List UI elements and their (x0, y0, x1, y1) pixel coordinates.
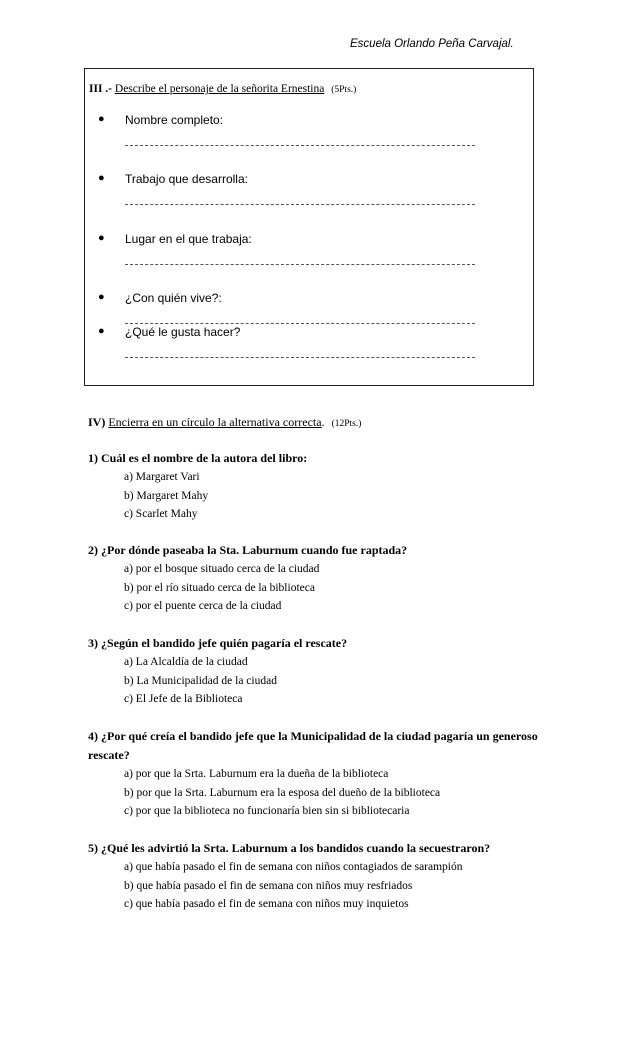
answer-option[interactable]: c) por el puente cerca de la ciudad (124, 600, 282, 612)
answer-option[interactable]: c) El Jefe de la Biblioteca (124, 693, 243, 705)
describe-item-label: Trabajo que desarrolla: (125, 172, 248, 186)
bullet-icon: ● (98, 232, 105, 244)
answer-option[interactable]: b) que había pasado el fin de semana con niños muy resfriados (124, 879, 413, 892)
answer-option[interactable]: a) que había pasado el fin de semana con niños contagiados de sarampión (124, 861, 463, 873)
bullet-icon: ● (98, 291, 105, 303)
answer-line[interactable] (125, 264, 475, 265)
bullet-icon: ● (98, 172, 105, 184)
section-3-heading: Describe el personaje de la señorita Ernestina (114, 83, 325, 95)
section-4-title (88, 415, 361, 430)
answer-option[interactable]: a) por que la Srta. Laburnum era la dueña de la biblioteca (124, 768, 389, 780)
question-text: 3) ¿Según el bandido jefe quién pagaría el rescate? (88, 636, 348, 650)
question-block (88, 839, 558, 914)
answer-option[interactable]: b) por que la Srta. Laburnum era la esposa del dueño de la biblioteca (124, 786, 441, 799)
question-block (88, 727, 558, 821)
section-3-title (89, 83, 356, 95)
answer-option[interactable]: b) por el río situado cerca de la biblioteca (124, 581, 315, 594)
question-block (88, 449, 558, 524)
question-text: 4) ¿Por qué creía el bandido jefe que la Municipalidad de la ciudad pagaría un generoso rescate? (88, 729, 538, 762)
school-name: Escuela Orlando Peña Carvajal. (350, 38, 514, 50)
answer-option[interactable]: c) que había pasado el fin de semana con niños muy inquietos (124, 898, 409, 910)
answer-option[interactable]: b) Margaret Mahy (124, 489, 209, 502)
answer-option[interactable]: a) Margaret Vari (124, 471, 200, 483)
describe-item-label: ¿Qué le gusta hacer? (125, 325, 241, 339)
answer-line[interactable] (125, 323, 475, 324)
section-3-number: III .- (89, 83, 113, 95)
answer-option[interactable]: c) por que la biblioteca no funcionaría bien sin si bibliotecaria (124, 805, 410, 817)
answer-option[interactable]: c) Scarlet Mahy (124, 508, 198, 520)
describe-item-label: ¿Con quién vive?: (125, 291, 222, 305)
question-block (88, 541, 558, 616)
answer-option[interactable]: a) La Alcaldía de la ciudad (124, 656, 248, 668)
describe-item-label: Lugar en el que trabaja: (125, 232, 252, 246)
answer-option[interactable]: a) por el bosque situado cerca de la ciudad (124, 563, 320, 575)
answer-option[interactable]: b) La Municipalidad de la ciudad (124, 674, 277, 687)
describe-item-label: Nombre completo: (125, 113, 224, 127)
question-block (88, 634, 558, 709)
bullet-icon: ● (98, 113, 105, 125)
section-3-box (84, 68, 534, 386)
question-text: 5) ¿Qué les advirtió la Srta. Laburnum a los bandidos cuando la secuestraron? (88, 841, 491, 855)
answer-line[interactable] (125, 204, 475, 205)
section-4-period: . (321, 415, 325, 429)
bullet-icon: ● (98, 325, 105, 337)
section-4-number: IV) (88, 415, 106, 429)
answer-line[interactable] (125, 145, 475, 146)
section-4-heading: Encierra en un círculo la alternativa correcta (108, 415, 322, 429)
answer-line[interactable] (125, 357, 475, 358)
section-3-points: (5Pts.) (331, 85, 357, 95)
section-4-points: (12Pts.) (331, 419, 362, 429)
question-text: 1) Cuál es el nombre de la autora del libro: (88, 451, 308, 465)
question-text: 2) ¿Por dónde paseaba la Sta. Laburnum cuando fue raptada? (88, 543, 408, 557)
